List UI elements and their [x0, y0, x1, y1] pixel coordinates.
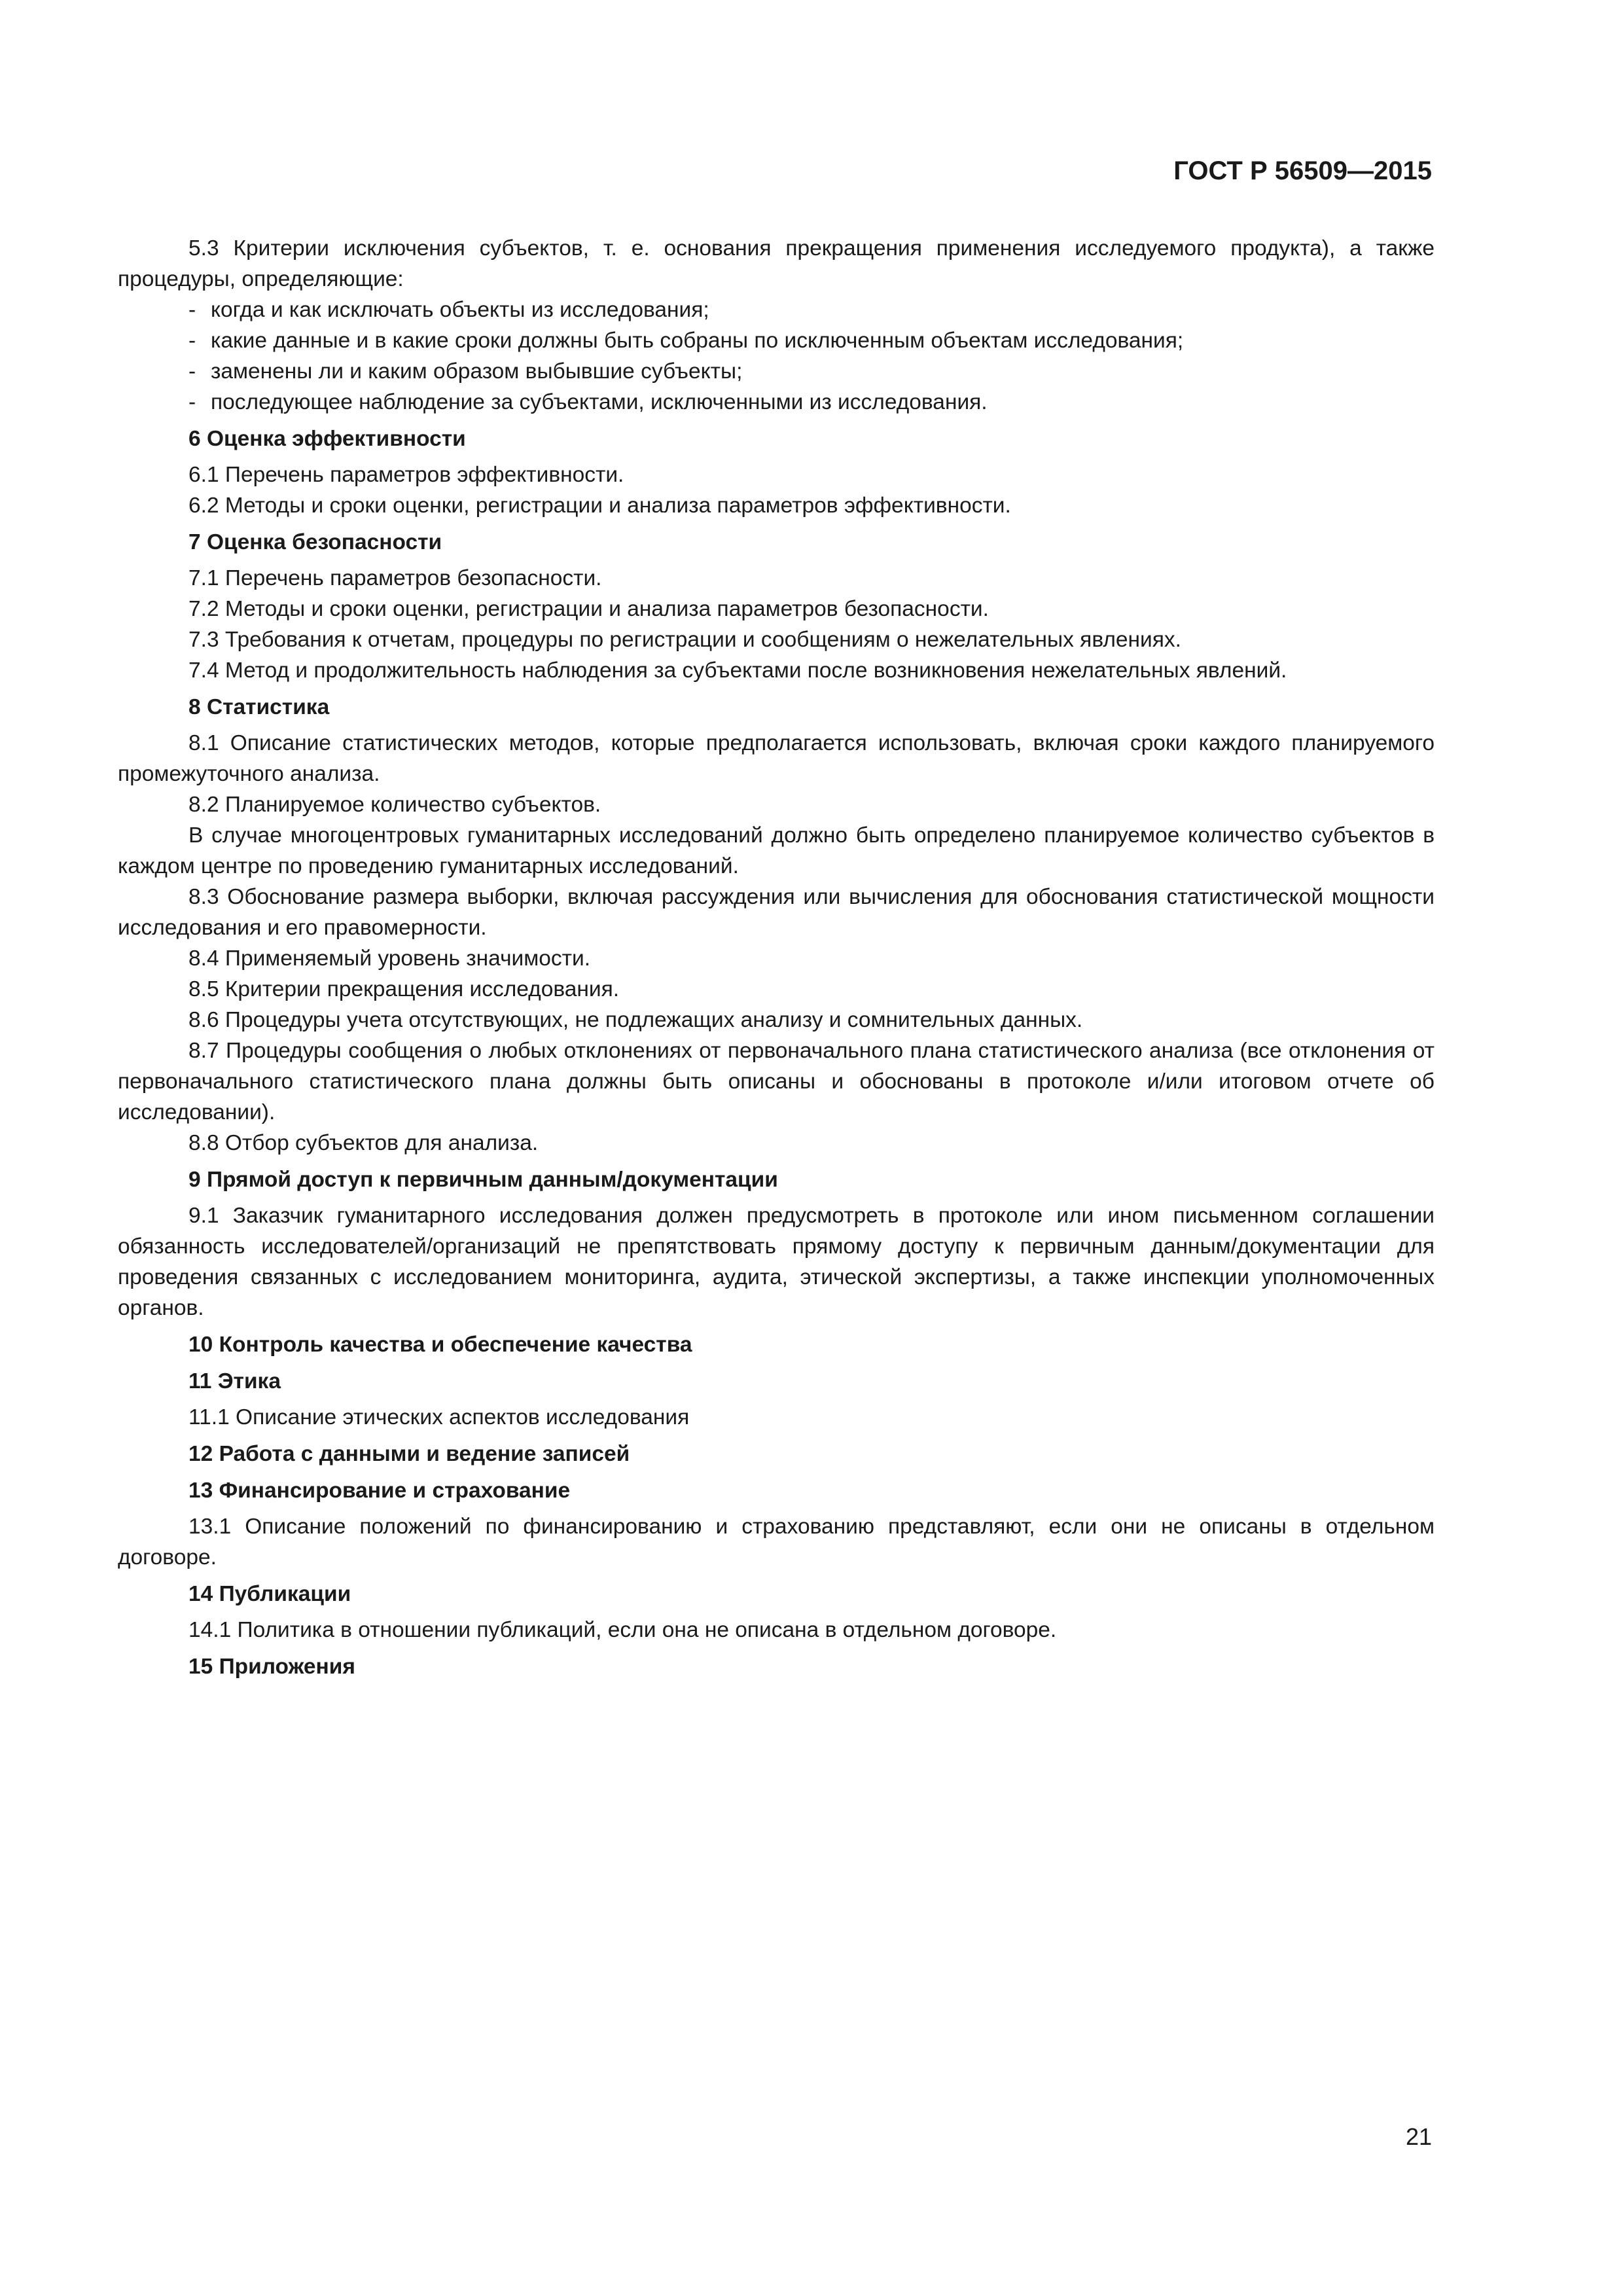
paragraph: 6.1 Перечень параметров эффективности.: [188, 463, 624, 487]
section-heading: 9 Прямой доступ к первичным данным/документации: [188, 1168, 778, 1192]
paragraph: В случае многоцентровых гуманитарных исследований должно быть определено планируемое количество субъектов в каждом центре по проведению гуманитарных исследований.: [118, 823, 1435, 878]
section-heading: 14 Публикации: [188, 1582, 351, 1606]
list-item: [118, 295, 1435, 325]
paragraph: 7.1 Перечень параметров безопасности.: [188, 566, 602, 590]
list-item: [118, 325, 1435, 356]
section-heading: 13 Финансирование и страхование: [188, 1479, 571, 1503]
paragraph: 8.1 Описание статистических методов, которые предполагается использовать, включая сроки каждого планируемого промежуточного анализа.: [118, 731, 1435, 786]
list-item: [118, 387, 1435, 418]
section-heading: 8 Статистика: [188, 695, 330, 719]
paragraph: 8.7 Процедуры сообщения о любых отклонениях от первоначального плана статистического анализа (все отклонения от первоначального статистического плана должны быть описаны и обоснованы в протоколе и/или итоговом отчете об исследовании).: [118, 1039, 1435, 1124]
section-heading: 10 Контроль качества и обеспечение качества: [188, 1333, 692, 1357]
section-heading: 12 Работа с данными и ведение записей: [188, 1442, 630, 1466]
paragraph: 8.2 Планируемое количество субъектов.: [188, 793, 601, 817]
paragraph: 8.4 Применяемый уровень значимости.: [188, 946, 591, 971]
list-item-text: последующее наблюдение за субъектами, исключенными из исследования.: [211, 390, 988, 414]
paragraph: 14.1 Политика в отношении публикаций, если она не описана в отдельном договоре.: [188, 1618, 1057, 1642]
document-body: [118, 233, 1435, 1687]
paragraph: 7.4 Метод и продолжительность наблюдения за субъектами после возникновения нежелательных явлений.: [188, 658, 1287, 683]
section-heading: 7 Оценка безопасности: [188, 530, 442, 554]
paragraph: 13.1 Описание положений по финансированию и страхованию представляют, если они не описаны в отдельном договоре.: [118, 1515, 1435, 1570]
list-item-text: когда и как исключать объекты из исследования;: [211, 298, 709, 322]
paragraph: 8.8 Отбор субъектов для анализа.: [188, 1131, 539, 1155]
paragraph: 8.3 Обоснование размера выборки, включая рассуждения или вычисления для обоснования статистической мощности исследования и его правомерности.: [118, 885, 1435, 940]
paragraph: 9.1 Заказчик гуманитарного исследования должен предусмотреть в протоколе или ином письменном соглашении обязанность исследователей/организаций не препятствовать прямому доступу к первичным данным/документации для проведения связанных с исследованием мониторинга, аудита, этической экспертизы, а также инспекции уполномоченных органов.: [118, 1204, 1435, 1320]
dash-bullet: -: [188, 329, 196, 353]
section-heading: 6 Оценка эффективности: [188, 427, 466, 451]
list-item: [118, 356, 1435, 387]
page-number: 21: [1405, 2123, 1432, 2150]
paragraph: 8.5 Критерии прекращения исследования.: [188, 977, 620, 1001]
section-heading: 15 Приложения: [188, 1655, 355, 1679]
paragraph: 7.2 Методы и сроки оценки, регистрации и анализа параметров безопасности.: [188, 597, 989, 621]
paragraph: 5.3 Критерии исключения субъектов, т. е. основания прекращения применения исследуемого продукта), а также процедуры, определяющие:: [118, 236, 1435, 291]
dash-bullet: -: [188, 359, 196, 384]
paragraph: 11.1 Описание этических аспектов исследования: [188, 1405, 690, 1429]
dash-bullet: -: [188, 390, 196, 414]
list-item-text: какие данные и в какие сроки должны быть собраны по исключенным объектам исследования;: [211, 329, 1184, 353]
list-item-text: заменены ли и каким образом выбывшие субъекты;: [211, 359, 743, 384]
document-code: ГОСТ Р 56509—2015: [1173, 156, 1432, 185]
section-heading: 11 Этика: [188, 1369, 281, 1393]
dash-bullet: -: [188, 298, 196, 322]
paragraph: 8.6 Процедуры учета отсутствующих, не подлежащих анализу и сомнительных данных.: [188, 1008, 1083, 1032]
paragraph: 6.2 Методы и сроки оценки, регистрации и анализа параметров эффективности.: [188, 493, 1011, 518]
paragraph: 7.3 Требования к отчетам, процедуры по регистрации и сообщениям о нежелательных явлениях.: [188, 628, 1181, 652]
